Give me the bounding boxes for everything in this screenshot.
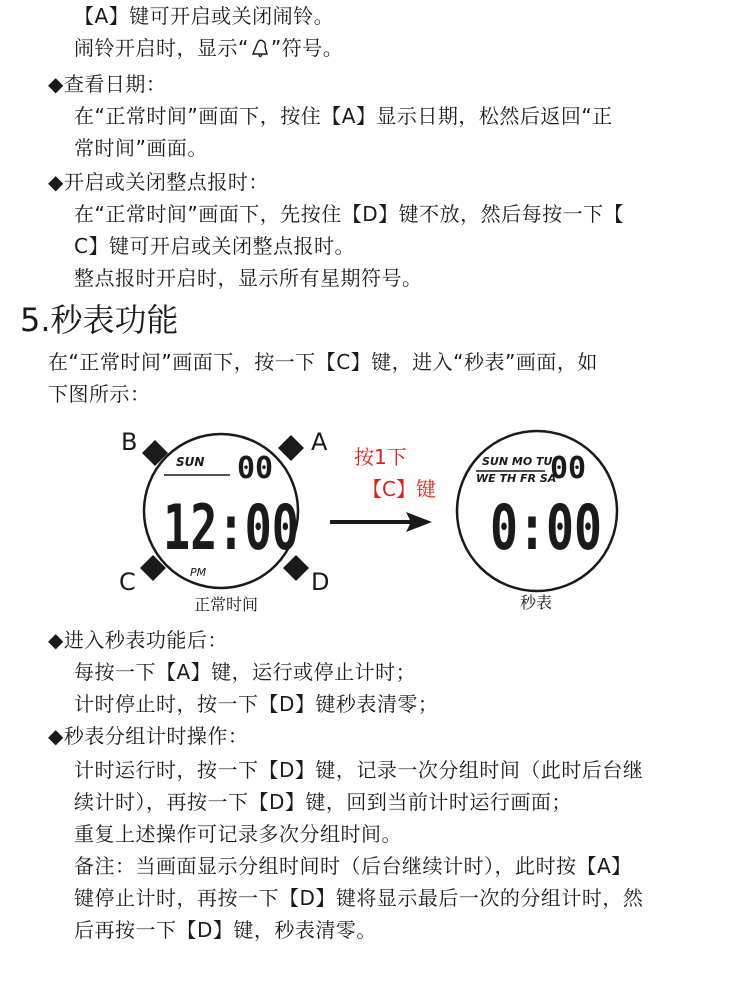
split-text-3: 重复上述操作可记录多次分组时间。 — [74, 822, 402, 846]
note-text-2: 键停止计时，再按一下【D】键将显示最后一次的分组计时，然 — [74, 886, 644, 910]
section-intro-1: 在“正常时间”画面下，按一下【C】键，进入“秒表”画面，如 — [48, 350, 598, 374]
note-text-1: 备注：当画面显示分组时间时（后台继续计时），此时按【A】 — [74, 854, 632, 878]
split-heading: ◆秒表分组计时操作： — [48, 724, 249, 748]
alarm-symbol-text-a: 闹铃开启时，显示“ — [74, 36, 249, 60]
stopwatch-watch — [457, 431, 617, 612]
normal-day-label: SUN — [176, 455, 205, 469]
alarm-symbol-text-b: ”符号。 — [270, 36, 344, 60]
alarm-toggle-text: 【A】键可开启或关闭闹铃。 — [74, 4, 335, 28]
section-intro-2: 下图所示： — [48, 382, 151, 406]
press-c-arrow — [330, 445, 436, 532]
ops-text-1: 每按一下【A】键，运行或停止计时； — [74, 660, 417, 684]
ops-text-2: 计时停止时，按一下【D】键秒表清零； — [74, 692, 439, 716]
ops-heading: ◆进入秒表功能后： — [48, 628, 228, 652]
button-b-label: B — [121, 428, 138, 456]
split-text-2: 续计时），再按一下【D】键，回到当前计时运行画面； — [74, 790, 572, 814]
button-c-label: C — [119, 568, 136, 596]
section-title: 5.秒表功能 — [20, 301, 179, 339]
button-a-label: A — [311, 428, 328, 456]
normal-time-watch — [119, 428, 329, 614]
normal-time-caption: 正常时间 — [194, 595, 259, 614]
normal-seconds: 00 — [237, 451, 274, 486]
date-text-2: 常时间”画面。 — [74, 136, 208, 160]
normal-pm-indicator: PM — [190, 566, 207, 579]
hourly-text-2: C】键可开启或关闭整点报时。 — [74, 234, 355, 258]
hourly-heading: ◆开启或关闭整点报时： — [48, 170, 269, 194]
arrow-text-press: 按1下 — [354, 445, 407, 469]
stopwatch-days-2: WE TH FR SA — [476, 472, 557, 485]
stopwatch-caption: 秒表 — [520, 593, 553, 612]
bell-icon — [249, 38, 271, 58]
note-text-3: 后再按一下【D】键，秒表清零。 — [74, 918, 377, 942]
split-text-1: 计时运行时，按一下【D】键，记录一次分组时间（此时后台继 — [74, 758, 644, 782]
hourly-text-1: 在“正常时间”画面下，先按住【D】键不放，然后每按一下【 — [74, 202, 625, 226]
normal-time-display: 12:00 — [163, 491, 299, 564]
date-text-1: 在“正常时间”画面下，按住【A】显示日期，松然后返回“正 — [74, 104, 613, 128]
arrow-text-key: 【C】键 — [362, 477, 436, 501]
button-a — [278, 435, 304, 461]
alarm-symbol-text — [74, 34, 343, 62]
watch-diagram — [0, 418, 750, 628]
hourly-text-3: 整点报时开启时，显示所有星期符号。 — [74, 266, 423, 290]
date-heading: ◆查看日期： — [48, 72, 167, 96]
stopwatch-days-1: SUN MO TU — [482, 455, 553, 468]
stopwatch-seconds: 00 — [550, 451, 587, 486]
stopwatch-time-display: 0:00 — [490, 491, 602, 564]
button-d-label: D — [311, 568, 330, 596]
